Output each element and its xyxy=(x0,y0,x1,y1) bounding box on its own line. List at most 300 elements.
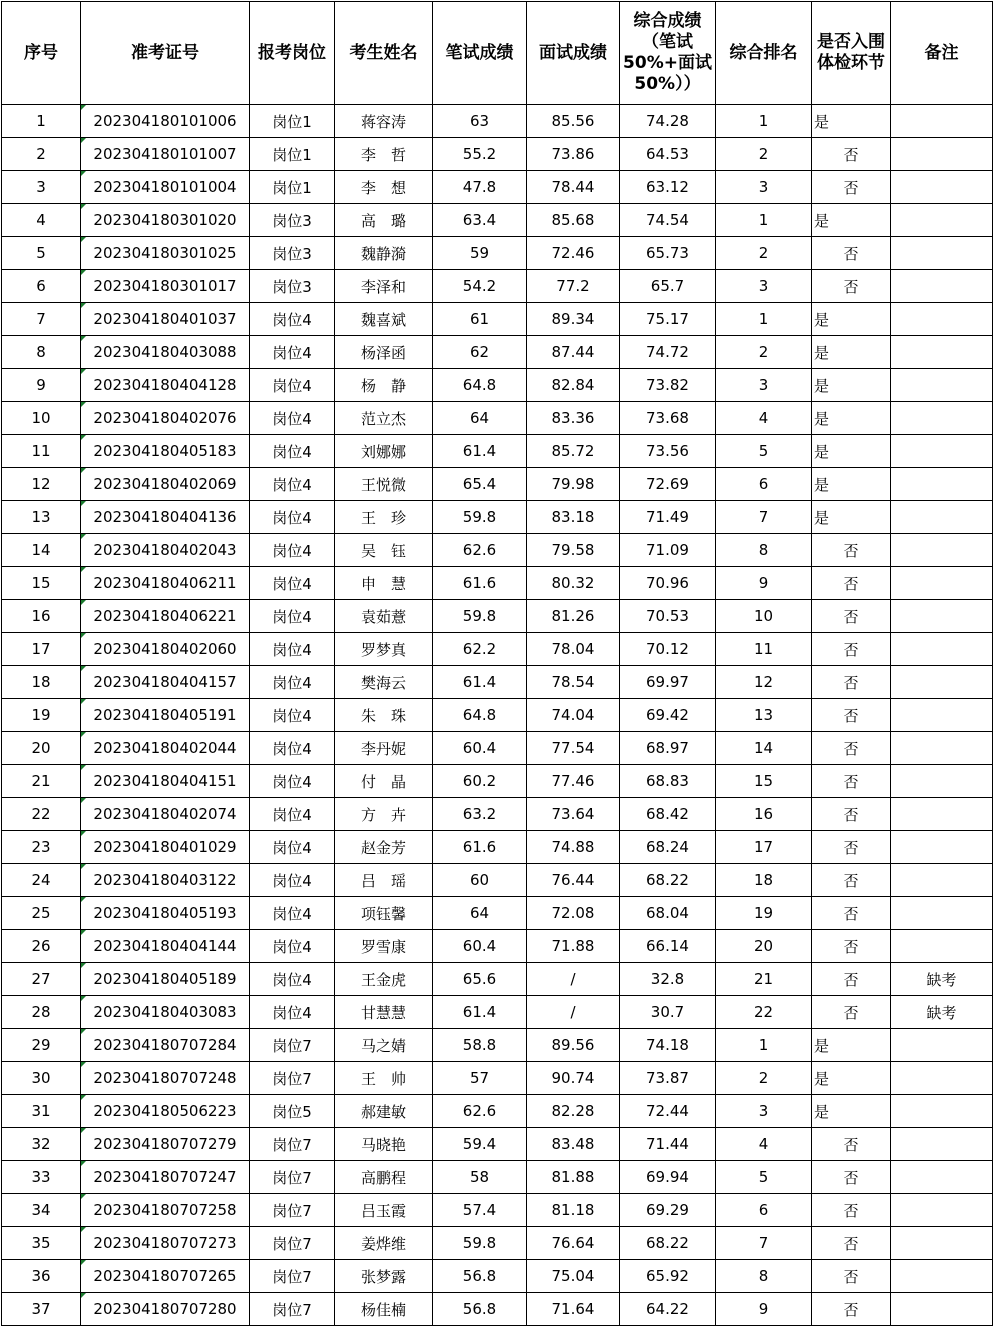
cell-remark xyxy=(891,1293,993,1326)
cell-interview: 76.44 xyxy=(527,864,620,897)
cell-rank: 14 xyxy=(716,732,812,765)
cell-interview: 71.64 xyxy=(527,1293,620,1326)
cell-seq: 28 xyxy=(2,996,81,1029)
cell-total: 73.68 xyxy=(620,402,716,435)
cell-rank: 5 xyxy=(716,435,812,468)
cell-seq: 16 xyxy=(2,600,81,633)
cell-remark xyxy=(891,567,993,600)
cell-ticket: 202304180301020 xyxy=(81,204,250,237)
cell-ticket: 202304180707265 xyxy=(81,1260,250,1293)
cell-remark xyxy=(891,798,993,831)
cell-remark xyxy=(891,138,993,171)
cell-total: 64.22 xyxy=(620,1293,716,1326)
cell-seq: 5 xyxy=(2,237,81,270)
cell-rank: 7 xyxy=(716,501,812,534)
table-row xyxy=(2,105,993,138)
cell-total: 74.28 xyxy=(620,105,716,138)
cell-written: 61 xyxy=(433,303,527,336)
table-row xyxy=(2,963,993,996)
cell-position: 岗位7 xyxy=(250,1128,335,1161)
cell-written: 64.8 xyxy=(433,699,527,732)
header-physical: 是否入围体检环节 xyxy=(812,2,891,105)
cell-interview: 80.32 xyxy=(527,567,620,600)
cell-rank: 4 xyxy=(716,1128,812,1161)
cell-total: 66.14 xyxy=(620,930,716,963)
cell-total: 73.87 xyxy=(620,1062,716,1095)
cell-total: 68.22 xyxy=(620,864,716,897)
cell-rank: 1 xyxy=(716,303,812,336)
cell-interview: 82.84 xyxy=(527,369,620,402)
cell-physical: 是 xyxy=(812,105,891,138)
cell-remark xyxy=(891,303,993,336)
cell-remark xyxy=(891,369,993,402)
cell-written: 55.2 xyxy=(433,138,527,171)
cell-physical: 否 xyxy=(812,1293,891,1326)
cell-interview: 79.98 xyxy=(527,468,620,501)
cell-physical: 否 xyxy=(812,600,891,633)
cell-interview: 77.46 xyxy=(527,765,620,798)
cell-seq: 23 xyxy=(2,831,81,864)
cell-physical: 否 xyxy=(812,1194,891,1227)
table-row xyxy=(2,435,993,468)
cell-interview: 71.88 xyxy=(527,930,620,963)
cell-physical: 否 xyxy=(812,930,891,963)
cell-interview: 83.18 xyxy=(527,501,620,534)
cell-rank: 3 xyxy=(716,1095,812,1128)
cell-position: 岗位4 xyxy=(250,699,335,732)
cell-rank: 2 xyxy=(716,138,812,171)
cell-total: 72.69 xyxy=(620,468,716,501)
cell-seq: 24 xyxy=(2,864,81,897)
cell-seq: 8 xyxy=(2,336,81,369)
cell-total: 30.7 xyxy=(620,996,716,1029)
cell-ticket: 202304180402060 xyxy=(81,633,250,666)
table-row xyxy=(2,600,993,633)
cell-remark: 缺考 xyxy=(891,963,993,996)
cell-interview: 85.56 xyxy=(527,105,620,138)
table-row xyxy=(2,996,993,1029)
cell-seq: 29 xyxy=(2,1029,81,1062)
cell-written: 60.4 xyxy=(433,930,527,963)
cell-name: 魏静漪 xyxy=(335,237,433,270)
cell-total: 68.83 xyxy=(620,765,716,798)
table-row xyxy=(2,237,993,270)
cell-ticket: 202304180402074 xyxy=(81,798,250,831)
cell-name: 刘娜娜 xyxy=(335,435,433,468)
cell-rank: 13 xyxy=(716,699,812,732)
cell-seq: 27 xyxy=(2,963,81,996)
cell-written: 64 xyxy=(433,897,527,930)
cell-seq: 37 xyxy=(2,1293,81,1326)
cell-position: 岗位7 xyxy=(250,1029,335,1062)
cell-seq: 15 xyxy=(2,567,81,600)
cell-remark xyxy=(891,831,993,864)
cell-name: 王金虎 xyxy=(335,963,433,996)
cell-interview: 87.44 xyxy=(527,336,620,369)
cell-seq: 10 xyxy=(2,402,81,435)
cell-seq: 11 xyxy=(2,435,81,468)
cell-seq: 18 xyxy=(2,666,81,699)
cell-ticket: 202304180402043 xyxy=(81,534,250,567)
cell-position: 岗位4 xyxy=(250,666,335,699)
cell-total: 65.7 xyxy=(620,270,716,303)
cell-ticket: 202304180101004 xyxy=(81,171,250,204)
cell-interview: 72.46 xyxy=(527,237,620,270)
cell-rank: 9 xyxy=(716,567,812,600)
cell-total: 69.42 xyxy=(620,699,716,732)
cell-written: 61.4 xyxy=(433,666,527,699)
cell-physical: 否 xyxy=(812,699,891,732)
cell-position: 岗位1 xyxy=(250,138,335,171)
table-row xyxy=(2,1227,993,1260)
cell-position: 岗位4 xyxy=(250,336,335,369)
table-row xyxy=(2,1293,993,1326)
cell-remark xyxy=(891,765,993,798)
table-body xyxy=(2,105,993,1326)
header-interview: 面试成绩 xyxy=(527,2,620,105)
cell-interview: 78.54 xyxy=(527,666,620,699)
cell-ticket: 202304180404144 xyxy=(81,930,250,963)
cell-ticket: 202304180405193 xyxy=(81,897,250,930)
cell-name: 方 卉 xyxy=(335,798,433,831)
cell-remark: 缺考 xyxy=(891,996,993,1029)
cell-physical: 否 xyxy=(812,1128,891,1161)
cell-position: 岗位4 xyxy=(250,732,335,765)
cell-interview: 82.28 xyxy=(527,1095,620,1128)
cell-physical: 否 xyxy=(812,237,891,270)
cell-total: 32.8 xyxy=(620,963,716,996)
cell-seq: 6 xyxy=(2,270,81,303)
cell-seq: 20 xyxy=(2,732,81,765)
cell-total: 71.09 xyxy=(620,534,716,567)
table-row xyxy=(2,798,993,831)
cell-physical: 否 xyxy=(812,138,891,171)
cell-seq: 14 xyxy=(2,534,81,567)
table-row xyxy=(2,204,993,237)
table-row xyxy=(2,1062,993,1095)
cell-physical: 是 xyxy=(812,303,891,336)
cell-total: 73.82 xyxy=(620,369,716,402)
header-rank: 综合排名 xyxy=(716,2,812,105)
cell-total: 71.49 xyxy=(620,501,716,534)
cell-ticket: 202304180405189 xyxy=(81,963,250,996)
cell-physical: 否 xyxy=(812,1161,891,1194)
cell-rank: 4 xyxy=(716,402,812,435)
cell-physical: 否 xyxy=(812,897,891,930)
cell-rank: 8 xyxy=(716,534,812,567)
table-row xyxy=(2,1095,993,1128)
cell-remark xyxy=(891,732,993,765)
cell-rank: 3 xyxy=(716,171,812,204)
cell-rank: 15 xyxy=(716,765,812,798)
cell-physical: 否 xyxy=(812,633,891,666)
cell-ticket: 202304180404157 xyxy=(81,666,250,699)
cell-ticket: 202304180403122 xyxy=(81,864,250,897)
cell-total: 74.72 xyxy=(620,336,716,369)
cell-seq: 36 xyxy=(2,1260,81,1293)
header-seq: 序号 xyxy=(2,2,81,105)
cell-position: 岗位4 xyxy=(250,534,335,567)
cell-physical: 是 xyxy=(812,435,891,468)
cell-position: 岗位5 xyxy=(250,1095,335,1128)
cell-remark xyxy=(891,897,993,930)
cell-remark xyxy=(891,1029,993,1062)
header-name: 考生姓名 xyxy=(335,2,433,105)
cell-ticket: 202304180404151 xyxy=(81,765,250,798)
cell-written: 61.6 xyxy=(433,831,527,864)
cell-position: 岗位4 xyxy=(250,930,335,963)
cell-interview: / xyxy=(527,963,620,996)
cell-remark xyxy=(891,1062,993,1095)
cell-position: 岗位3 xyxy=(250,270,335,303)
cell-position: 岗位4 xyxy=(250,897,335,930)
cell-ticket: 202304180101007 xyxy=(81,138,250,171)
cell-ticket: 202304180707248 xyxy=(81,1062,250,1095)
cell-position: 岗位7 xyxy=(250,1194,335,1227)
cell-physical: 否 xyxy=(812,171,891,204)
cell-interview: 89.34 xyxy=(527,303,620,336)
cell-ticket: 202304180707280 xyxy=(81,1293,250,1326)
cell-rank: 20 xyxy=(716,930,812,963)
cell-physical: 是 xyxy=(812,1029,891,1062)
cell-written: 57.4 xyxy=(433,1194,527,1227)
cell-ticket: 202304180405183 xyxy=(81,435,250,468)
cell-written: 63.2 xyxy=(433,798,527,831)
cell-name: 蒋容涛 xyxy=(335,105,433,138)
cell-ticket: 202304180707279 xyxy=(81,1128,250,1161)
cell-name: 付 晶 xyxy=(335,765,433,798)
cell-name: 高 璐 xyxy=(335,204,433,237)
cell-rank: 6 xyxy=(716,468,812,501)
cell-name: 李 哲 xyxy=(335,138,433,171)
cell-name: 马之婧 xyxy=(335,1029,433,1062)
cell-rank: 18 xyxy=(716,864,812,897)
table-row xyxy=(2,138,993,171)
cell-physical: 否 xyxy=(812,765,891,798)
header-ticket: 准考证号 xyxy=(81,2,250,105)
cell-physical: 否 xyxy=(812,666,891,699)
cell-name: 张梦露 xyxy=(335,1260,433,1293)
cell-seq: 22 xyxy=(2,798,81,831)
cell-remark xyxy=(891,534,993,567)
cell-position: 岗位3 xyxy=(250,237,335,270)
cell-physical: 是 xyxy=(812,204,891,237)
cell-physical: 是 xyxy=(812,369,891,402)
cell-total: 74.54 xyxy=(620,204,716,237)
cell-name: 吕 瑶 xyxy=(335,864,433,897)
cell-name: 罗梦真 xyxy=(335,633,433,666)
cell-physical: 否 xyxy=(812,1260,891,1293)
table-row xyxy=(2,666,993,699)
cell-written: 62 xyxy=(433,336,527,369)
cell-remark xyxy=(891,600,993,633)
cell-total: 68.42 xyxy=(620,798,716,831)
cell-physical: 是 xyxy=(812,501,891,534)
cell-position: 岗位7 xyxy=(250,1062,335,1095)
cell-remark xyxy=(891,1260,993,1293)
cell-interview: 78.44 xyxy=(527,171,620,204)
cell-interview: 73.86 xyxy=(527,138,620,171)
cell-name: 杨佳楠 xyxy=(335,1293,433,1326)
results-table xyxy=(1,1,993,1326)
cell-written: 54.2 xyxy=(433,270,527,303)
header-written: 笔试成绩 xyxy=(433,2,527,105)
cell-name: 魏喜斌 xyxy=(335,303,433,336)
cell-remark xyxy=(891,237,993,270)
cell-seq: 7 xyxy=(2,303,81,336)
cell-name: 李丹妮 xyxy=(335,732,433,765)
cell-total: 68.22 xyxy=(620,1227,716,1260)
cell-written: 59.8 xyxy=(433,501,527,534)
cell-ticket: 202304180402069 xyxy=(81,468,250,501)
cell-physical: 是 xyxy=(812,336,891,369)
cell-written: 61.4 xyxy=(433,996,527,1029)
cell-position: 岗位7 xyxy=(250,1293,335,1326)
cell-total: 68.97 xyxy=(620,732,716,765)
cell-total: 72.44 xyxy=(620,1095,716,1128)
cell-ticket: 202304180403083 xyxy=(81,996,250,1029)
cell-total: 68.04 xyxy=(620,897,716,930)
cell-rank: 5 xyxy=(716,1161,812,1194)
cell-written: 47.8 xyxy=(433,171,527,204)
cell-rank: 1 xyxy=(716,204,812,237)
cell-position: 岗位4 xyxy=(250,798,335,831)
cell-written: 65.4 xyxy=(433,468,527,501)
cell-name: 申 慧 xyxy=(335,567,433,600)
cell-total: 65.73 xyxy=(620,237,716,270)
cell-remark xyxy=(891,204,993,237)
table-row xyxy=(2,1029,993,1062)
cell-physical: 否 xyxy=(812,270,891,303)
cell-seq: 4 xyxy=(2,204,81,237)
table-row xyxy=(2,534,993,567)
cell-seq: 19 xyxy=(2,699,81,732)
cell-interview: 90.74 xyxy=(527,1062,620,1095)
cell-interview: 77.2 xyxy=(527,270,620,303)
cell-seq: 13 xyxy=(2,501,81,534)
cell-remark xyxy=(891,699,993,732)
cell-position: 岗位4 xyxy=(250,633,335,666)
cell-position: 岗位7 xyxy=(250,1260,335,1293)
cell-remark xyxy=(891,435,993,468)
cell-written: 60.2 xyxy=(433,765,527,798)
cell-ticket: 202304180401037 xyxy=(81,303,250,336)
cell-total: 69.94 xyxy=(620,1161,716,1194)
cell-total: 69.29 xyxy=(620,1194,716,1227)
cell-name: 甘慧慧 xyxy=(335,996,433,1029)
cell-rank: 9 xyxy=(716,1293,812,1326)
cell-remark xyxy=(891,402,993,435)
cell-written: 58 xyxy=(433,1161,527,1194)
cell-total: 64.53 xyxy=(620,138,716,171)
cell-interview: 81.18 xyxy=(527,1194,620,1227)
cell-ticket: 202304180707273 xyxy=(81,1227,250,1260)
cell-name: 王 帅 xyxy=(335,1062,433,1095)
cell-name: 李 想 xyxy=(335,171,433,204)
cell-interview: 72.08 xyxy=(527,897,620,930)
cell-written: 59.8 xyxy=(433,600,527,633)
cell-interview: 76.64 xyxy=(527,1227,620,1260)
table-row xyxy=(2,864,993,897)
cell-seq: 35 xyxy=(2,1227,81,1260)
cell-interview: 73.64 xyxy=(527,798,620,831)
cell-position: 岗位4 xyxy=(250,864,335,897)
cell-physical: 否 xyxy=(812,996,891,1029)
cell-seq: 32 xyxy=(2,1128,81,1161)
cell-rank: 1 xyxy=(716,1029,812,1062)
cell-seq: 21 xyxy=(2,765,81,798)
cell-written: 58.8 xyxy=(433,1029,527,1062)
cell-written: 61.4 xyxy=(433,435,527,468)
cell-ticket: 202304180101006 xyxy=(81,105,250,138)
cell-remark xyxy=(891,666,993,699)
cell-name: 罗雪康 xyxy=(335,930,433,963)
cell-total: 75.17 xyxy=(620,303,716,336)
cell-interview: 81.26 xyxy=(527,600,620,633)
cell-seq: 12 xyxy=(2,468,81,501)
cell-name: 朱 珠 xyxy=(335,699,433,732)
table-row xyxy=(2,1161,993,1194)
cell-written: 62.6 xyxy=(433,534,527,567)
cell-remark xyxy=(891,270,993,303)
cell-seq: 3 xyxy=(2,171,81,204)
cell-physical: 否 xyxy=(812,1227,891,1260)
cell-name: 郝建敏 xyxy=(335,1095,433,1128)
cell-name: 王 珍 xyxy=(335,501,433,534)
cell-seq: 1 xyxy=(2,105,81,138)
cell-written: 59.4 xyxy=(433,1128,527,1161)
cell-written: 64.8 xyxy=(433,369,527,402)
header-remark: 备注 xyxy=(891,2,993,105)
cell-interview: / xyxy=(527,996,620,1029)
table-row xyxy=(2,897,993,930)
cell-interview: 83.36 xyxy=(527,402,620,435)
cell-ticket: 202304180405191 xyxy=(81,699,250,732)
table-row xyxy=(2,831,993,864)
cell-name: 范立杰 xyxy=(335,402,433,435)
cell-ticket: 202304180402076 xyxy=(81,402,250,435)
cell-name: 杨泽函 xyxy=(335,336,433,369)
header-row xyxy=(2,2,993,105)
header-position: 报考岗位 xyxy=(250,2,335,105)
table-row xyxy=(2,567,993,600)
cell-total: 65.92 xyxy=(620,1260,716,1293)
cell-ticket: 202304180401029 xyxy=(81,831,250,864)
cell-interview: 81.88 xyxy=(527,1161,620,1194)
table-row xyxy=(2,171,993,204)
cell-ticket: 202304180707258 xyxy=(81,1194,250,1227)
cell-ticket: 202304180506223 xyxy=(81,1095,250,1128)
cell-written: 63.4 xyxy=(433,204,527,237)
cell-position: 岗位7 xyxy=(250,1161,335,1194)
cell-name: 项钰馨 xyxy=(335,897,433,930)
cell-written: 61.6 xyxy=(433,567,527,600)
cell-physical: 否 xyxy=(812,567,891,600)
cell-name: 吕玉霞 xyxy=(335,1194,433,1227)
table-row xyxy=(2,336,993,369)
cell-name: 高鹏程 xyxy=(335,1161,433,1194)
cell-interview: 89.56 xyxy=(527,1029,620,1062)
cell-position: 岗位4 xyxy=(250,468,335,501)
cell-rank: 6 xyxy=(716,1194,812,1227)
table-row xyxy=(2,303,993,336)
cell-name: 王悦微 xyxy=(335,468,433,501)
cell-rank: 22 xyxy=(716,996,812,1029)
cell-ticket: 202304180404136 xyxy=(81,501,250,534)
cell-seq: 30 xyxy=(2,1062,81,1095)
cell-written: 57 xyxy=(433,1062,527,1095)
cell-total: 73.56 xyxy=(620,435,716,468)
